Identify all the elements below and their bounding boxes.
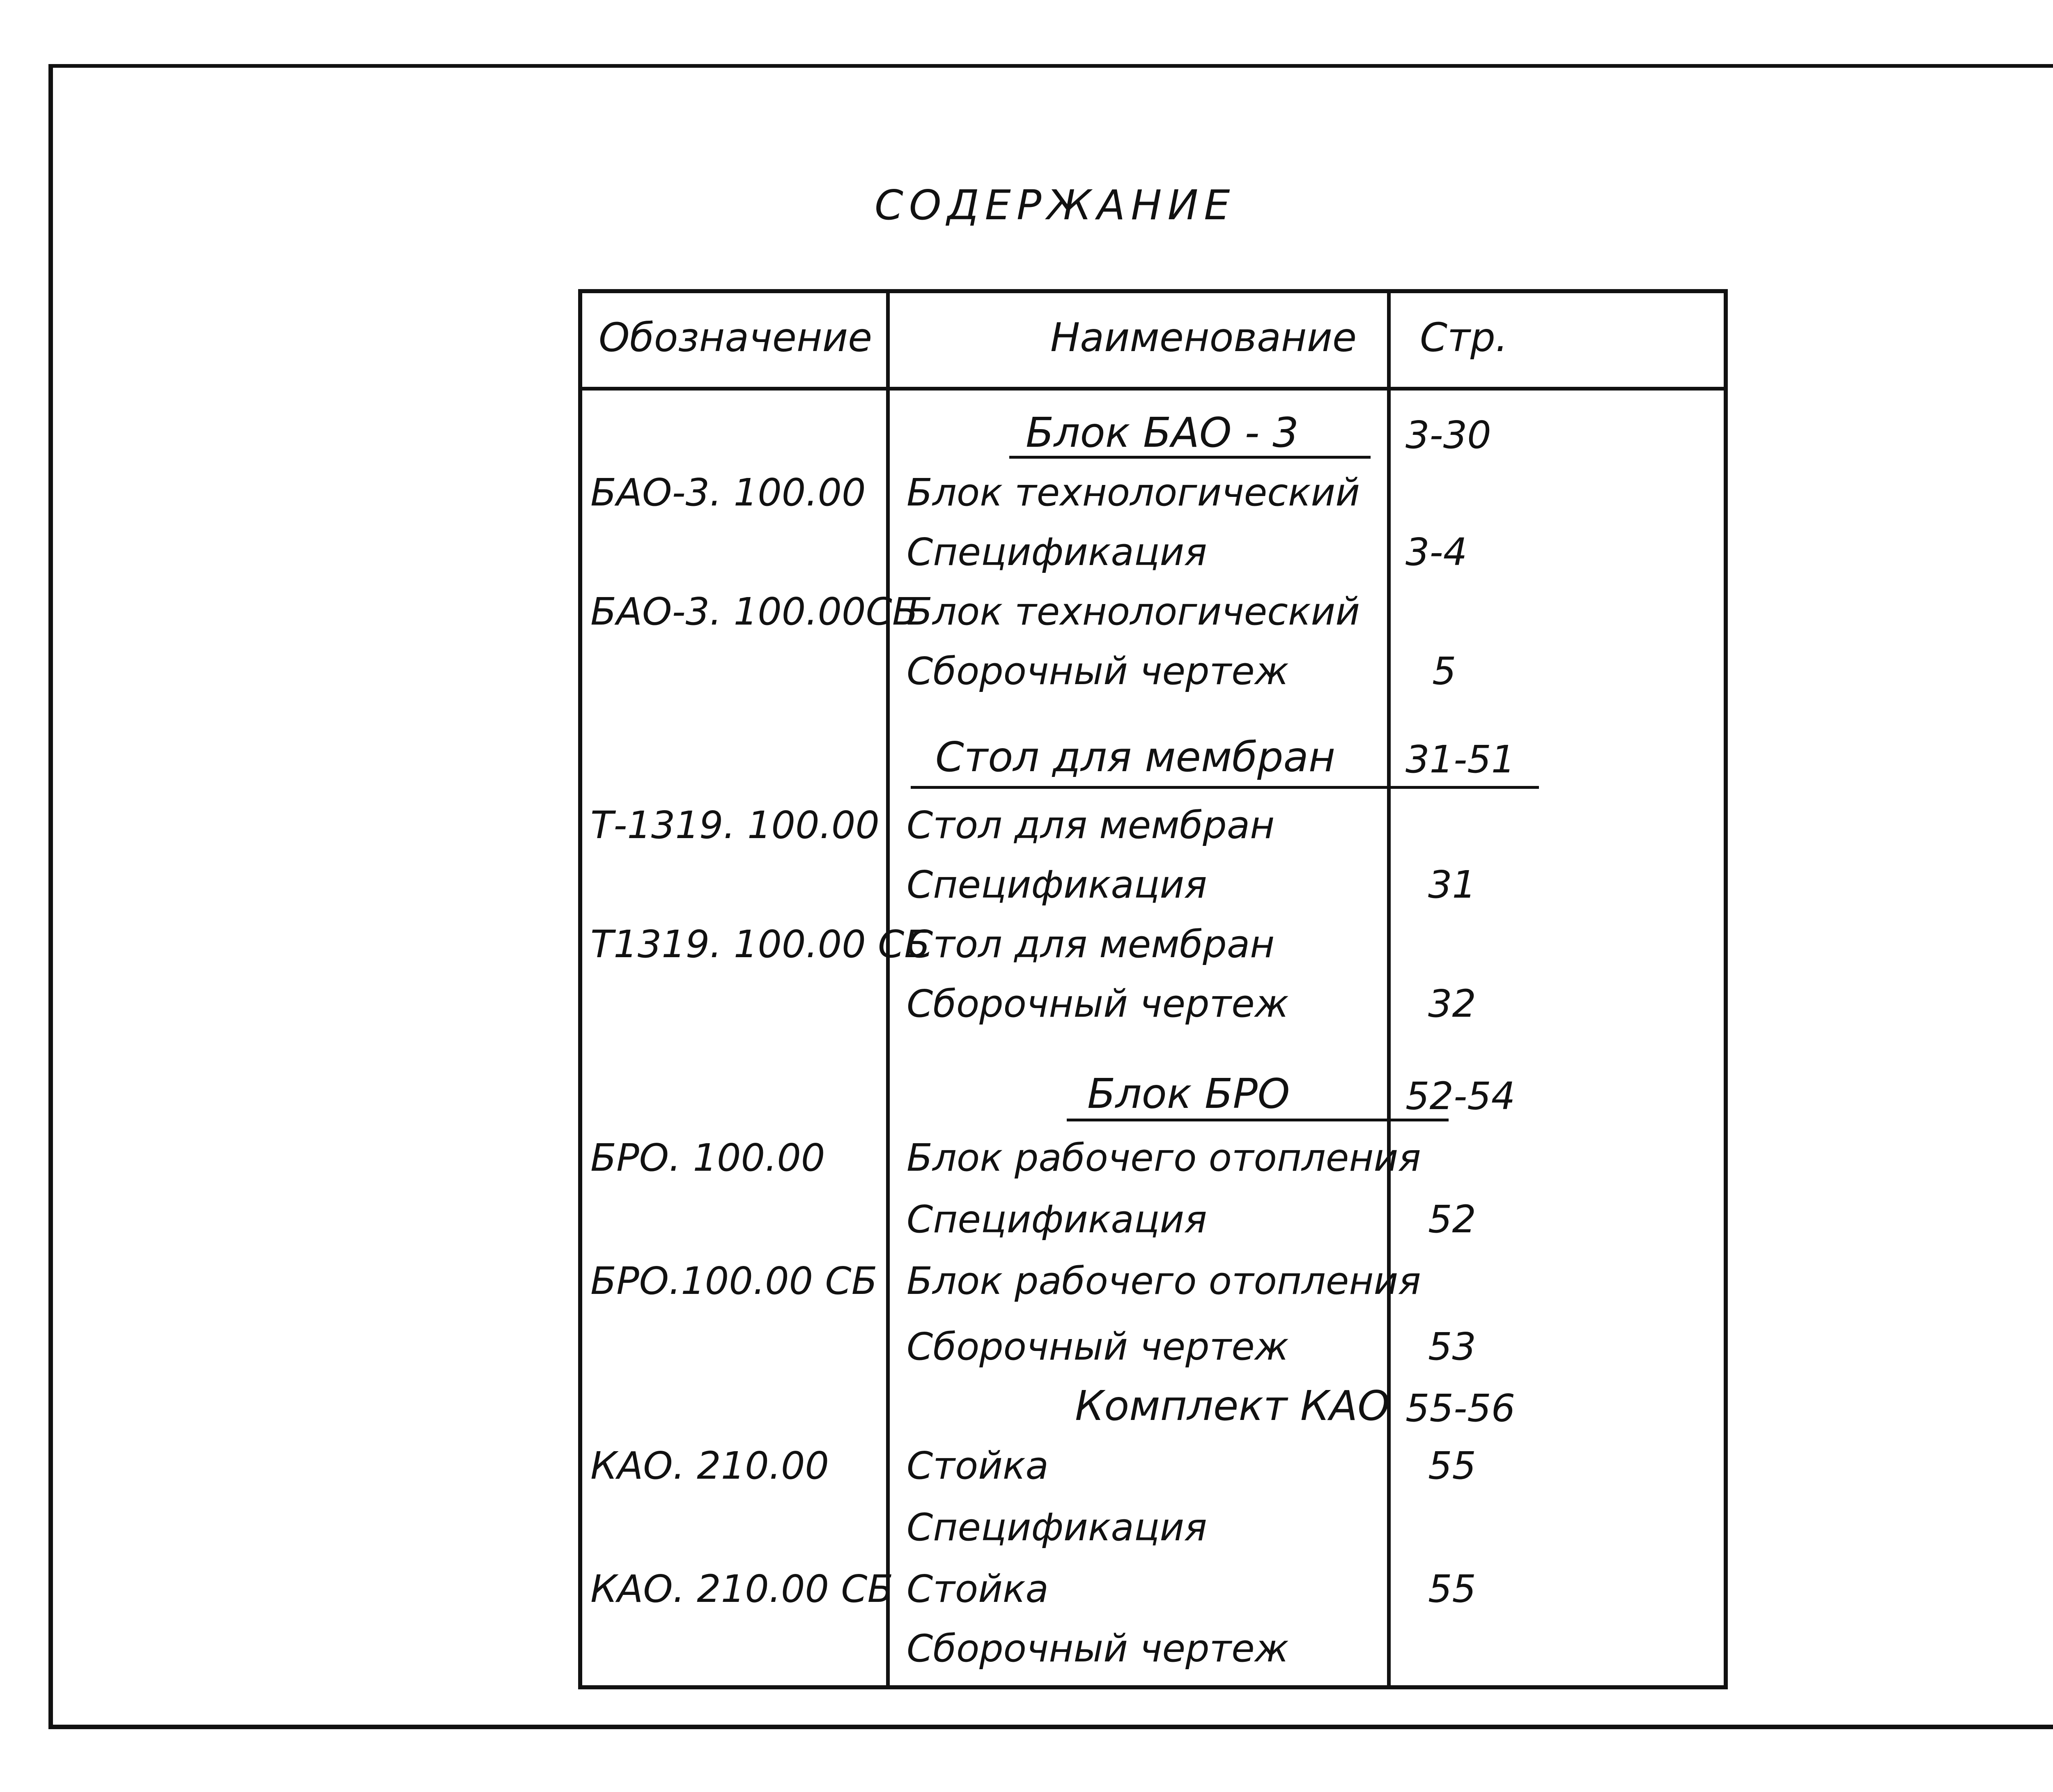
row-name: Сборочный чертеж <box>907 982 1289 1026</box>
contents-table <box>578 289 1728 1689</box>
row-name: Блок технологический <box>907 590 1360 634</box>
section-underline <box>1009 456 1371 459</box>
column-divider <box>886 293 890 1685</box>
section-title: Блок БАО - 3 <box>1026 409 1299 457</box>
row-designation: БАО-3. 100.00 <box>590 471 866 515</box>
row-name: Стойка <box>907 1444 1049 1488</box>
header-name: Наименование <box>1050 315 1357 361</box>
row-page: 5 <box>1432 649 1456 693</box>
row-name: Спецификация <box>907 530 1207 574</box>
row-name: Стол для мембран <box>907 922 1275 966</box>
row-designation: БРО.100.00 СБ <box>590 1259 877 1303</box>
row-page: 3-4 <box>1405 530 1467 574</box>
row-page: 32 <box>1428 982 1477 1026</box>
section-pages: 55-56 <box>1405 1386 1516 1430</box>
row-name: Блок технологический <box>907 471 1360 515</box>
header-page: Стр. <box>1420 315 1508 361</box>
row-name: Блок рабочего отопления <box>907 1136 1421 1180</box>
section-title: Комплект КАО <box>1075 1382 1390 1430</box>
row-name: Спецификация <box>907 863 1207 907</box>
row-designation: БАО-3. 100.00СБ <box>590 590 918 634</box>
row-page: 55 <box>1428 1444 1477 1488</box>
row-name: Спецификация <box>907 1197 1207 1241</box>
section-pages: 3-30 <box>1405 413 1491 457</box>
section-pages: 31-51 <box>1405 737 1516 781</box>
row-designation: БРО. 100.00 <box>590 1136 825 1180</box>
section-underline <box>1067 1119 1449 1121</box>
section-title: Стол для мембран <box>935 733 1336 781</box>
row-designation: Т1319. 100.00 СБ <box>590 922 930 966</box>
section-underline <box>911 786 1539 789</box>
row-name: Спецификация <box>907 1505 1207 1549</box>
row-name: Сборочный чертеж <box>907 1627 1289 1670</box>
row-page: 53 <box>1428 1325 1477 1369</box>
page-title: СОДЕРЖАНИЕ <box>875 181 1236 229</box>
row-designation: Т-1319. 100.00 <box>590 803 880 847</box>
column-divider <box>1387 293 1391 1685</box>
row-page: 52 <box>1428 1197 1477 1241</box>
section-pages: 52-54 <box>1405 1074 1516 1118</box>
row-name: Блок рабочего отопления <box>907 1259 1421 1303</box>
section-title: Блок БРО <box>1087 1070 1290 1118</box>
row-designation: КАО. 210.00 СБ <box>590 1567 893 1611</box>
row-name: Стойка <box>907 1567 1049 1611</box>
row-name: Стол для мембран <box>907 803 1275 847</box>
row-name: Сборочный чертеж <box>907 649 1289 693</box>
header-designation: Обозначение <box>599 315 873 361</box>
row-designation: КАО. 210.00 <box>590 1444 829 1488</box>
header-divider <box>582 387 1724 391</box>
row-name: Сборочный чертеж <box>907 1325 1289 1369</box>
row-page: 55 <box>1428 1567 1477 1611</box>
row-page: 31 <box>1428 863 1477 907</box>
